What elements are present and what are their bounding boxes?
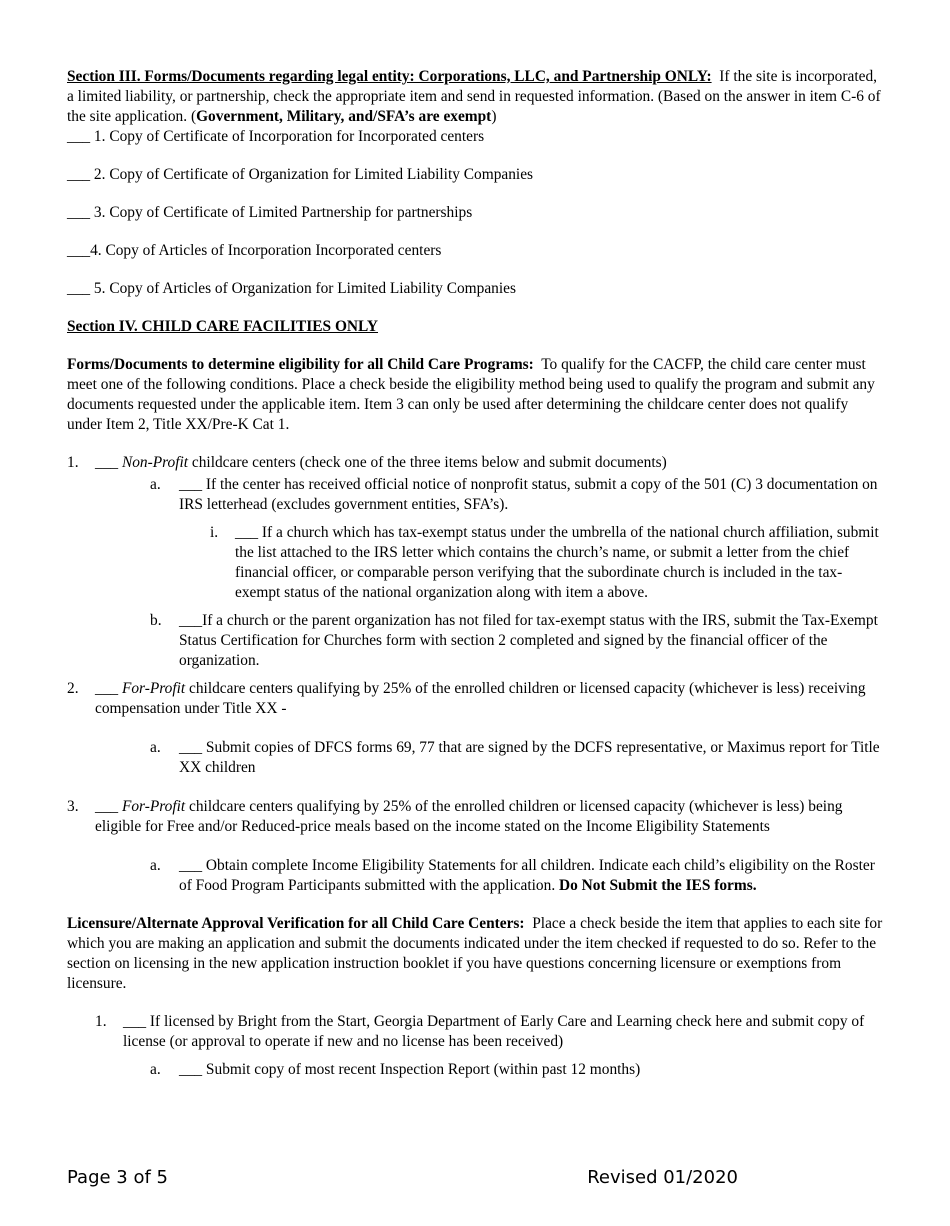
licensure-label: Licensure/Alternate Approval Verification for all Child Care Centers: xyxy=(67,915,525,932)
exempt-note: Government, Military, and/SFA’s are exempt xyxy=(196,108,492,125)
revision-date: Revised 01/2020 xyxy=(587,1167,738,1188)
document-page xyxy=(67,67,885,1080)
section3-item: ___ 5. Copy of Articles of Organization for Limited Liability Companies xyxy=(67,280,516,297)
licensure-item-1a: a. ___ Submit copy of most recent Inspection Report (within past 12 months) xyxy=(150,1061,641,1078)
eligibility-item-2: 2. ___ For-Profit childcare centers qualifying by 25% of the enrolled children or licensed capacity (whichever is less) receiving compensation under Title XX - xyxy=(67,680,866,717)
eligibility-label: Forms/Documents to determine eligibility for all Child Care Programs: xyxy=(67,356,534,373)
eligibility-item-1: 1. ___ Non-Profit childcare centers (check one of the three items below and submit documents) xyxy=(67,454,667,471)
section3-heading: Section III. Forms/Documents regarding legal entity: Corporations, LLC, and Partnership ONLY: xyxy=(67,68,712,85)
do-not-submit-note: Do Not Submit the IES forms. xyxy=(559,877,757,894)
section3-intro: Section III. Forms/Documents regarding legal entity: Corporations, LLC, and Partnership ONLY: If the site is incorporated, a limited liability, or partnership, check the appropriate item and send in requested information. (Based on the answer in item C-6 of the site application. (Government, Military, and/SFA’s are exempt) xyxy=(67,68,881,125)
eligibility-item-1a-i: i. ___ If a church which has tax-exempt status under the umbrella of the national church affiliation, submit the list attached to the IRS letter which contains the church’s name, or submit a letter from the chief financial officer, or comparable person verifying that the subordinate church is included in the tax-exempt status of the national organization along with item a above. xyxy=(210,524,879,601)
section3-item: ___ 2. Copy of Certificate of Organization for Limited Liability Companies xyxy=(67,166,534,183)
licensure-paragraph: Licensure/Alternate Approval Verification for all Child Care Centers: Place a check beside the item that applies to each site for which you are making an application and submit the documents indicated under the item checked if requested to do so. Refer to the section on licensing in the new application instruction booklet if you have questions concerning licensure or exemptions from licensure. xyxy=(67,915,883,992)
section3-item: ___4. Copy of Articles of Incorporation Incorporated centers xyxy=(67,242,442,259)
section3-item: ___ 3. Copy of Certificate of Limited Partnership for partnerships xyxy=(67,204,473,221)
eligibility-item-1a: a. ___ If the center has received official notice of nonprofit status, submit a copy of the 501 (C) 3 documentation on IRS letterhead (excludes government entities, SFA’s). xyxy=(150,476,878,513)
section3-list xyxy=(67,127,885,299)
eligibility-item-3a: a. ___ Obtain complete Income Eligibility Statements for all children. Indicate each child’s eligibility on the Roster of Food Program Participants submitted with the application. Do Not Submit the IES forms. xyxy=(150,857,875,894)
page-number: Page 3 of 5 xyxy=(67,1167,168,1188)
eligibility-item-1b: b. ___If a church or the parent organization has not filed for tax-exempt status with the IRS, submit the Tax-Exempt Status Certification for Churches form with section 2 completed and signed by the financial officer of the organization. xyxy=(150,612,878,669)
eligibility-item-2a: a. ___ Submit copies of DFCS forms 69, 77 that are signed by the DCFS representative, or Maximus report for Title XX children xyxy=(150,739,880,776)
section3-item: ___ 1. Copy of Certificate of Incorporation for Incorporated centers xyxy=(67,128,485,145)
licensure-item-1: 1. ___ If licensed by Bright from the Start, Georgia Department of Early Care and Learning check here and submit copy of license (or approval to operate if new and no license has been received) xyxy=(95,1013,865,1050)
eligibility-item-3: 3. ___ For-Profit childcare centers qualifying by 25% of the enrolled children or licensed capacity (whichever is less) being eligible for Free and/or Reduced-price meals based on the income stated on the Income Eligibility Statements xyxy=(67,798,843,835)
section4-heading: Section IV. CHILD CARE FACILITIES ONLY xyxy=(67,318,379,335)
page-footer xyxy=(67,1167,738,1189)
eligibility-paragraph: Forms/Documents to determine eligibility for all Child Care Programs: To qualify for the CACFP, the child care center must meet one of the following conditions. Place a check beside the eligibility method being used to qualify the program and submit any documents requested under the applicable item. Item 3 can only be used after determining the childcare center does not qualify under Item 2, Title XX/Pre-K Cat 1. xyxy=(67,356,875,433)
